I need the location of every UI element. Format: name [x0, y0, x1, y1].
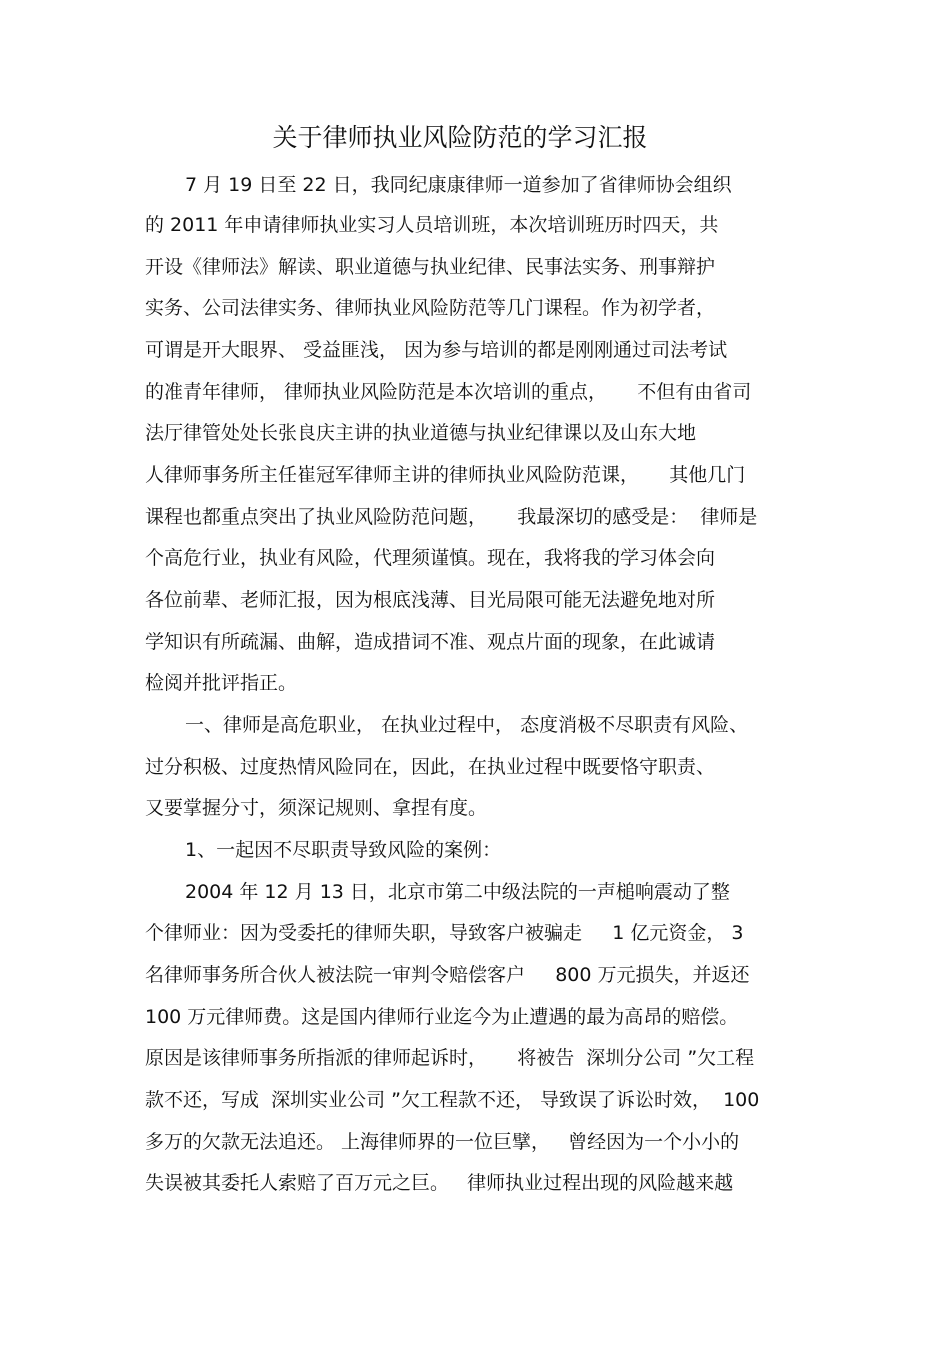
paragraph-line: 原因是该律师事务所指派的律师起诉时， 将被告 深圳分公司 ”欠工程 — [145, 1047, 755, 1069]
paragraph-line: 名律师事务所合伙人被法院一审判令赔偿客户 800 万元损失，并返还 — [145, 964, 750, 986]
paragraph-line: 7 月 19 日至 22 日，我同纪康康律师一道参加了省律师协会组织 — [185, 174, 732, 196]
paragraph-line: 课程也都重点突出了执业风险防范问题， 我最深切的感受是： 律师是 — [145, 506, 758, 528]
paragraph-line: 实务、公司法律实务、律师执业风险防范等几门课程。作为初学者， — [145, 297, 716, 319]
paragraph-line: 的准青年律师， 律师执业风险防范是本次培训的重点， 不但有由省司 — [145, 381, 752, 403]
paragraph-line: 人律师事务所主任崔冠军律师主讲的律师执业风险防范课， 其他几门 — [145, 464, 746, 486]
paragraph-line: 多万的欠款无法追还。 上海律师界的一位巨擘， 曾经因为一个小小的 — [145, 1131, 740, 1153]
paragraph-line: 失误被其委托人索赔了百万元之巨。 律师执业过程出现的风险越来越 — [145, 1172, 734, 1194]
paragraph-line: 法厅律管处处长张良庆主讲的执业道德与执业纪律课以及山东大地 — [145, 422, 697, 444]
paragraph-line: 学知识有所疏漏、曲解，造成措词不准、观点片面的现象，在此诚请 — [145, 631, 716, 653]
paragraph-line: 的 2011 年申请律师执业实习人员培训班，本次培训班历时四天，共 — [145, 214, 719, 236]
paragraph-line: 检阅并批评指正。 — [145, 672, 298, 694]
paragraph-line: 个高危行业，执业有风险，代理须谨慎。现在，我将我的学习体会向 — [145, 547, 716, 569]
paragraph-line: 2004 年 12 月 13 日，北京市第二中级法院的一声槌响震动了整 — [185, 881, 730, 903]
document-title: 关于律师执业风险防范的学习汇报 — [272, 123, 648, 152]
paragraph-line: 可谓是开大眼界、 受益匪浅， 因为参与培训的都是刚刚通过司法考试 — [145, 339, 728, 361]
paragraph-line: 1、一起因不尽职责导致风险的案例： — [185, 839, 502, 861]
paragraph-line: 个律师业：因为受委托的律师失职，导致客户被骗走 1 亿元资金， 3 — [145, 922, 744, 944]
paragraph-line: 一、律师是高危职业， 在执业过程中， 态度消极不尽职责有风险、 — [185, 714, 749, 736]
paragraph-line: 开设《律师法》解读、职业道德与执业纪律、民事法实务、刑事辩护 — [145, 256, 716, 278]
paragraph-line: 各位前辈、老师汇报，因为根底浅薄、目光局限可能无法避免地对所 — [145, 589, 716, 611]
paragraph-line: 过分积极、过度热情风险同在，因此，在执业过程中既要恪守职责、 — [145, 756, 716, 778]
paragraph-line: 款不还，写成 深圳实业公司 ”欠工程款不还， 导致误了诉讼时效， 100 — [145, 1089, 760, 1111]
paragraph-line: 100 万元律师费。这是国内律师行业迄今为止遭遇的最为高昂的赔偿。 — [145, 1006, 739, 1028]
paragraph-line: 又要掌握分寸，须深记规则、拿捏有度。 — [145, 797, 488, 819]
